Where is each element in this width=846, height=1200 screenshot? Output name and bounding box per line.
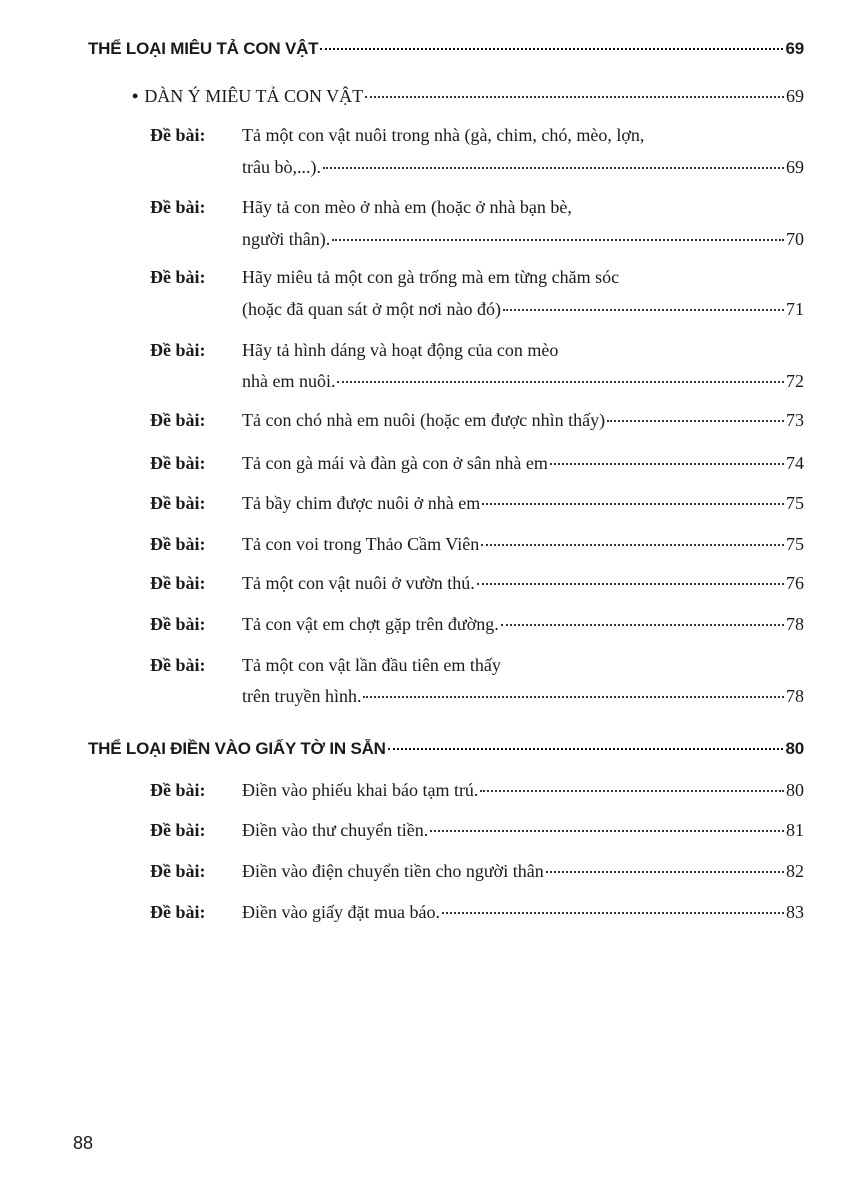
dot-leader (323, 167, 784, 169)
section-title: THỂ LOẠI MIÊU TẢ CON VẬT (88, 39, 319, 58)
page-number: 81 (786, 820, 804, 840)
page-number: 80 (785, 739, 804, 758)
dot-leader (482, 503, 784, 505)
entry-text-cont: (hoặc đã quan sát ở một nơi nào đó) (242, 299, 501, 319)
entry-text: Điền vào thư chuyển tiền. (242, 820, 429, 840)
entry-text[interactable]: Hãy tả hình dáng và hoạt động của con mèo (242, 340, 559, 360)
page-number: 83 (786, 902, 804, 922)
toc-entry-line[interactable] (242, 228, 804, 250)
entry-text-cont: nhà em nuôi. (242, 371, 336, 391)
toc-entry-line[interactable] (242, 452, 804, 474)
dot-leader (546, 871, 784, 873)
page-number: 69 (786, 157, 804, 177)
entry-label: Đề bài: (150, 410, 206, 430)
dot-leader (337, 381, 784, 383)
entry-text: Tả con chó nhà em nuôi (hoặc em được nhìn thấy) (242, 410, 606, 430)
page-number: 78 (786, 614, 804, 634)
entry-text[interactable]: Tả một con vật nuôi trong nhà (gà, chim, chó, mèo, lợn, (242, 125, 645, 145)
entry-label: Đề bài: (150, 125, 206, 145)
dot-leader (550, 463, 784, 465)
entry-label: Đề bài: (150, 614, 206, 634)
toc-entry-line[interactable] (242, 613, 804, 635)
entry-label: Đề bài: (150, 534, 206, 554)
dot-leader (501, 624, 784, 626)
page-number: 69 (785, 39, 804, 58)
toc-entry-line[interactable] (242, 492, 804, 514)
entry-text: Tả con voi trong Thảo Cầm Viên (242, 534, 480, 554)
page-number: 71 (786, 299, 804, 319)
toc-entry-line[interactable] (242, 533, 804, 555)
toc-entry-line[interactable] (242, 779, 804, 801)
entry-text: Điền vào phiếu khai báo tạm trú. (242, 780, 479, 800)
dot-leader (481, 544, 784, 546)
dot-leader (320, 48, 783, 50)
dot-leader (332, 239, 784, 241)
dot-leader (480, 790, 784, 792)
toc-entry-line[interactable] (242, 298, 804, 320)
entry-text[interactable]: Tả một con vật lần đầu tiên em thấy (242, 655, 501, 675)
toc-entry-line[interactable] (242, 819, 804, 841)
page-number: 78 (786, 686, 804, 706)
entry-label: Đề bài: (150, 902, 206, 922)
page-number: 73 (786, 410, 804, 430)
entry-label: Đề bài: (150, 453, 206, 473)
page-number: 70 (786, 229, 804, 249)
toc-entry-line[interactable] (242, 409, 804, 431)
entry-label: Đề bài: (150, 861, 206, 881)
page-number: 80 (786, 780, 804, 800)
entry-label: Đề bài: (150, 340, 206, 360)
entry-label: Đề bài: (150, 493, 206, 513)
toc-entry-line[interactable] (242, 860, 804, 882)
entry-label: Đề bài: (150, 197, 206, 217)
dot-leader (477, 583, 784, 585)
page-number: 82 (786, 861, 804, 881)
section-heading[interactable] (88, 38, 804, 60)
dot-leader (503, 309, 784, 311)
toc-entry-line[interactable] (242, 156, 804, 178)
dot-leader (365, 96, 784, 98)
entry-label: Đề bài: (150, 267, 206, 287)
entry-text[interactable]: Hãy miêu tả một con gà trống mà em từng chăm sóc (242, 267, 620, 287)
footer-page-number: 88 (73, 1133, 94, 1153)
section-heading[interactable] (88, 738, 804, 760)
entry-label: Đề bài: (150, 655, 206, 675)
page-number: 76 (786, 573, 804, 593)
toc-entry-line[interactable] (242, 685, 804, 707)
page-number: 75 (786, 534, 804, 554)
entry-text-cont: người thân). (242, 229, 331, 249)
entry-text: Tả bầy chim được nuôi ở nhà em (242, 493, 481, 513)
subsection-heading[interactable] (132, 85, 804, 107)
dot-leader (430, 830, 784, 832)
toc-entry-line[interactable] (242, 572, 804, 594)
entry-text: Tả con gà mái và đàn gà con ở sân nhà em (242, 453, 548, 473)
page-number: 72 (786, 371, 804, 391)
entry-label: Đề bài: (150, 820, 206, 840)
dot-leader (442, 912, 784, 914)
entry-label: Đề bài: (150, 573, 206, 593)
dot-leader (363, 696, 784, 698)
page-number: 74 (786, 453, 804, 473)
subsection-title: DÀN Ý MIÊU TẢ CON VẬT (144, 86, 364, 106)
section-title: THỂ LOẠI ĐIỀN VÀO GIẤY TỜ IN SẴN (88, 739, 386, 758)
entry-text: Tả con vật em chợt gặp trên đường. (242, 614, 499, 634)
entry-text[interactable]: Hãy tả con mèo ở nhà em (hoặc ở nhà bạn bè, (242, 197, 572, 217)
entry-text: Tả một con vật nuôi ở vườn thú. (242, 573, 475, 593)
toc-entry-line[interactable] (242, 370, 804, 392)
entry-text: Điền vào giấy đặt mua báo. (242, 902, 440, 922)
dot-leader (607, 420, 784, 422)
page-number: 75 (786, 493, 804, 513)
bullet-icon: • (132, 86, 139, 106)
page-number: 69 (786, 86, 804, 106)
entry-text-cont: trên truyền hình. (242, 686, 362, 706)
entry-label: Đề bài: (150, 780, 206, 800)
dot-leader (388, 748, 784, 750)
entry-text: Điền vào điện chuyển tiền cho người thân (242, 861, 544, 881)
entry-text-cont: trâu bò,...). (242, 157, 321, 177)
toc-entry-line[interactable] (242, 901, 804, 923)
